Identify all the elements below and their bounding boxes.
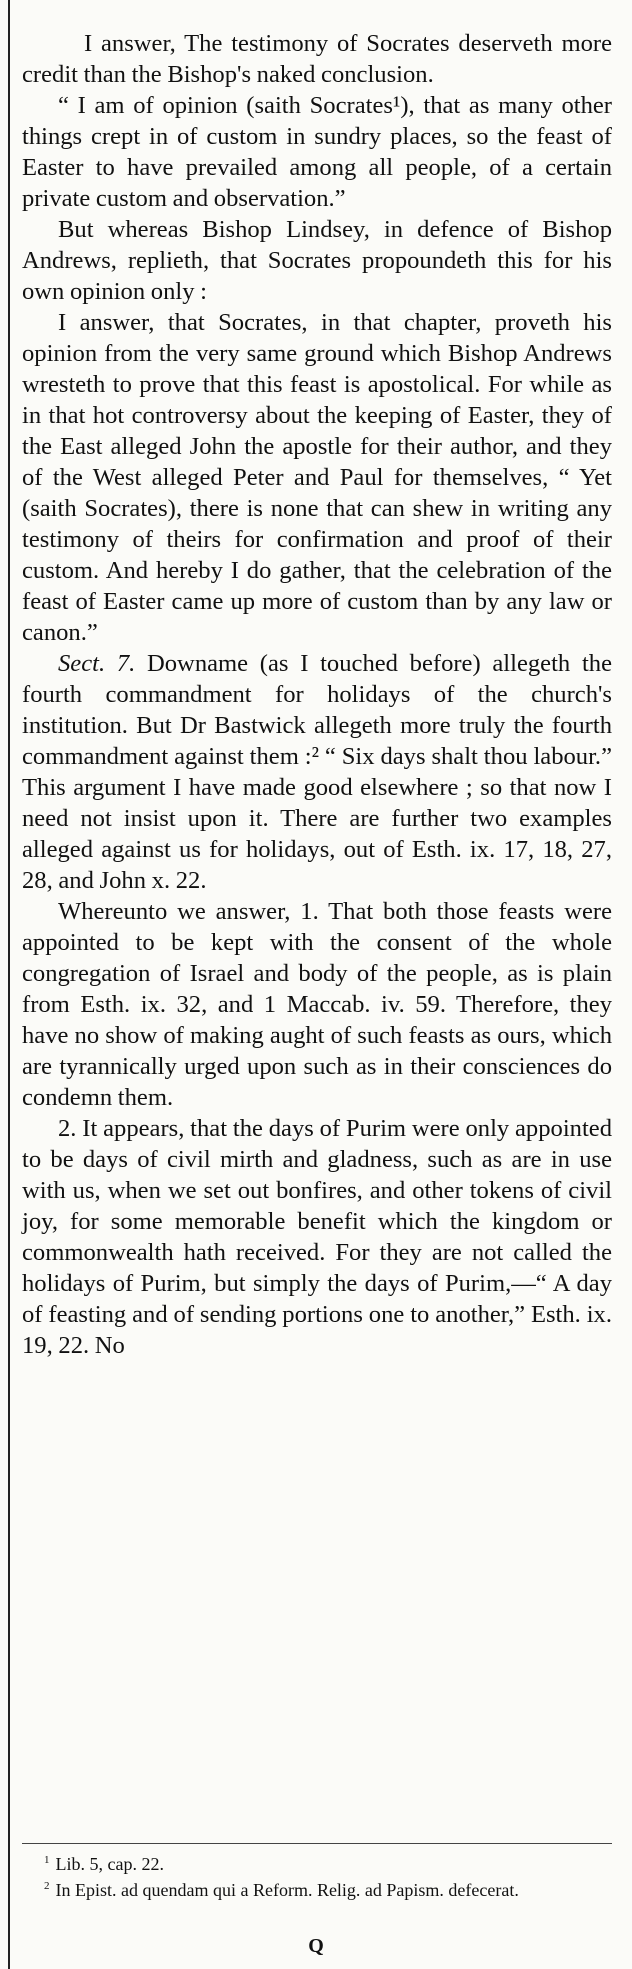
paragraph-section-7 <box>22 648 612 896</box>
paragraph: Whereunto we answer, 1. That both those feasts were appointed to be kept with the consent of the whole congregation of Israel and body of the people, as is plain from Esth. ix. 32, and 1 Maccab. iv. 59. Therefore, they have no show of making aught of such feasts as ours, which are tyrannically urged upon such as in their consciences do condemn them. <box>22 898 612 1111</box>
main-text <box>22 28 612 1361</box>
paragraph: I answer, The testimony of Socrates deserveth more credit than the Bishop's naked conclusion. <box>22 30 612 88</box>
paragraph: “ I am of opinion (saith Socrates¹), that as many other things crept in of custom in sundry places, so the feast of Easter to have prevailed among all people, of a certain private custom and observation.” <box>22 92 612 212</box>
section-text: Downame (as I touched before) allegeth the fourth commandment for holidays of the church's institution. But Dr Bastwick allegeth more truly the fourth commandment against them :² “ Six days shalt thou labour.” This argument I have made good elsewhere ; so that now I need not insist upon it. There are further two examples alleged against us for holidays, out of Esth. ix. 17, 18, 27, 28, and John x. 22. <box>22 650 612 894</box>
footnote <box>22 1849 612 1875</box>
page-body <box>22 28 612 1361</box>
footnotes <box>22 1849 612 1901</box>
footnote-divider <box>22 1843 612 1844</box>
footnote-text: Lib. 5, cap. 22. <box>55 1854 164 1874</box>
section-label: Sect. 7. <box>58 650 136 677</box>
footnote-mark: 1 <box>44 1854 50 1866</box>
footnote <box>22 1875 612 1901</box>
footnote-text: In Epist. ad quendam qui a Reform. Relig. ad Papism. defecerat. <box>55 1880 519 1900</box>
paragraph: 2. It appears, that the days of Purim were only appointed to be days of civil mirth and gladness, such as are in use with us, when we set out bonfires, and other tokens of civil joy, for some memorable benefit which the kingdom or commonwealth hath received. For they are not called the holidays of Purim, but simply the days of Purim,—“ A day of feasting and of sending portions one to another,” Esth. ix. 19, 22. No <box>22 1115 612 1359</box>
signature-mark: Q <box>308 1935 324 1957</box>
left-margin-rule <box>8 0 10 1969</box>
footnote-mark: 2 <box>44 1880 50 1892</box>
paragraph: But whereas Bishop Lindsey, in defence of Bishop Andrews, replieth, that Socrates propoundeth this for his own opinion only : <box>22 216 612 305</box>
paragraph: I answer, that Socrates, in that chapter, proveth his opinion from the very same ground which Bishop Andrews wresteth to prove that this feast is apostolical. For while as in that hot controversy about the keeping of Easter, they of the East alleged John the apostle for their author, and they of the West alleged Peter and Paul for themselves, “ Yet (saith Socrates), there is none that can shew in writing any testimony of theirs for confirmation and proof of their custom. And hereby I do gather, that the celebration of the feast of Easter came up more of custom than by any law or canon.” <box>22 309 612 646</box>
